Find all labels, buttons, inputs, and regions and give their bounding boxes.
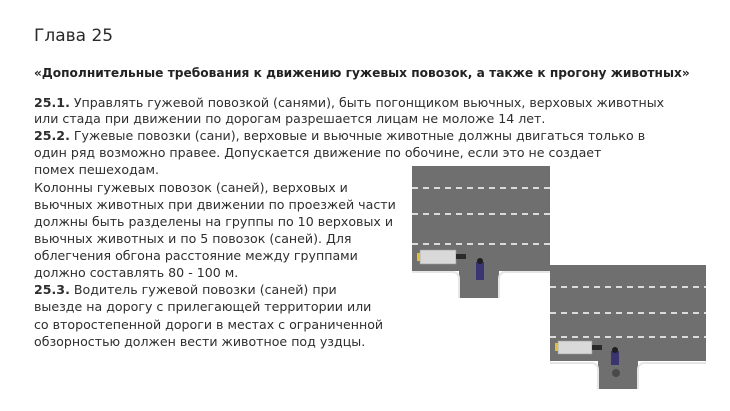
cart-bottom bbox=[558, 341, 592, 354]
cart-top bbox=[420, 250, 456, 264]
rule-25-2-line-8: облегчения обгона расстояние между группами bbox=[34, 248, 358, 263]
rule-25-1-text-1: Управлять гужевой повозкой (санями), быть погонщиком вьючных, верховых животных bbox=[69, 95, 665, 110]
cart-top-yellow-mark bbox=[417, 253, 420, 261]
chapter-title: Глава 25 bbox=[34, 26, 114, 46]
road-top-exit-curb-left bbox=[412, 272, 459, 298]
rule-number-25-2: 25.2. bbox=[34, 128, 70, 143]
person-top-head bbox=[477, 258, 483, 264]
rule-25-2-line-7: вьючных животных и по 5 повозок (саней). Для bbox=[34, 231, 352, 246]
rule-25-2-line-2: один ряд возможно правее. Допускается движение по обочине, если это не создает bbox=[34, 145, 602, 160]
rule-25-1-line-2: или стада при движении по дорогам разрешается лицам не моложе 14 лет. bbox=[34, 111, 546, 126]
person-top bbox=[476, 262, 484, 280]
rule-25-2-line-4: Колонны гужевых повозок (саней), верховых и bbox=[34, 180, 348, 195]
person-bottom bbox=[611, 351, 619, 365]
road-bottom-exit-curb-left bbox=[550, 363, 598, 389]
cart-bottom-yellow-mark bbox=[555, 343, 558, 351]
rule-25-3-line-4: обзорностью должен вести животное под уздцы. bbox=[34, 334, 366, 349]
rule-25-2-line-5: вьючных животных при движении по проезжей части bbox=[34, 197, 396, 212]
manhole-bottom bbox=[612, 369, 620, 377]
rule-number-25-1: 25.1. bbox=[34, 95, 70, 110]
horse-bottom bbox=[592, 345, 602, 350]
road-illustration-top bbox=[412, 166, 550, 298]
rule-25-1-line-1 bbox=[34, 95, 664, 112]
road-illustration-bottom bbox=[550, 265, 706, 389]
horse-top bbox=[456, 254, 466, 259]
person-bottom-head bbox=[612, 347, 618, 353]
rule-25-3-line-3: со второстепенной дороги в местах с ограниченной bbox=[34, 317, 384, 332]
road-top-exit-curb-right bbox=[499, 272, 550, 298]
rule-25-2-line-9: должно составлять 80 - 100 м. bbox=[34, 265, 239, 280]
section-subtitle: «Дополнительные требования к движению гужевых повозок, а также к прогону животных» bbox=[34, 66, 690, 80]
rule-25-3-text-1: Водитель гужевой повозки (саней) при bbox=[69, 282, 337, 297]
rule-25-2-line-6: должны быть разделены на группы по 10 верховых и bbox=[34, 214, 394, 229]
rule-number-25-3: 25.3. bbox=[34, 282, 70, 297]
rule-25-2-text-1: Гужевые повозки (сани), верховые и вьючные животные должны двигаться только в bbox=[69, 128, 646, 143]
rule-25-3-line-1 bbox=[34, 282, 337, 299]
rule-25-2-line-1 bbox=[34, 128, 645, 145]
rule-25-2-line-3: помех пешеходам. bbox=[34, 162, 159, 177]
road-bottom-exit-curb-right bbox=[638, 363, 706, 389]
rule-25-3-line-2: выезде на дорогу с прилегающей территории или bbox=[34, 299, 372, 314]
